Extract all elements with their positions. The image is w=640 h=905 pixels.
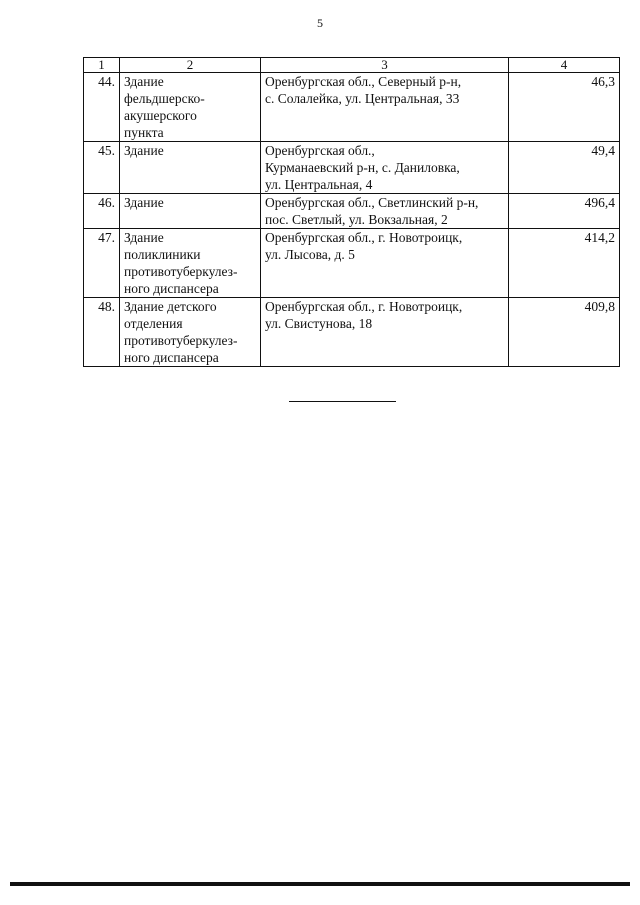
column-header-3: 3 (261, 58, 509, 73)
table-row (84, 229, 620, 298)
object-name-line: ного диспансера (124, 281, 219, 296)
object-area: 46,3 (509, 73, 620, 142)
column-header-2: 2 (120, 58, 261, 73)
object-name (120, 194, 261, 229)
page-number: 5 (317, 16, 323, 30)
row-number: 45. (84, 142, 120, 194)
object-area: 49,4 (509, 142, 620, 194)
object-name-line: противотуберкулез- (124, 333, 238, 348)
object-address (261, 73, 509, 142)
object-name-line: противотуберкулез- (124, 264, 238, 279)
object-name (120, 298, 261, 367)
object-name-line: акушерского (124, 108, 197, 123)
address-line: Оренбургская обл., Светлинский р-н, (265, 195, 479, 210)
column-header-1: 1 (84, 58, 120, 73)
object-name-line: отделения (124, 316, 183, 331)
object-name-line: Здание (124, 143, 164, 158)
property-table (83, 57, 620, 367)
address-line: ул. Свистунова, 18 (265, 316, 373, 331)
address-line: ул. Лысова, д. 5 (265, 247, 355, 262)
object-name (120, 229, 261, 298)
address-line: Оренбургская обл., (265, 143, 375, 158)
object-address (261, 229, 509, 298)
object-address (261, 194, 509, 229)
bottom-scan-edge (10, 882, 630, 886)
row-number: 44. (84, 73, 120, 142)
address-line: Курманаевский р-н, с. Даниловка, (265, 160, 460, 175)
object-name-line: Здание (124, 74, 164, 89)
end-divider (289, 401, 396, 402)
object-area: 409,8 (509, 298, 620, 367)
row-number: 48. (84, 298, 120, 367)
object-address (261, 298, 509, 367)
table-row (84, 142, 620, 194)
address-line: Оренбургская обл., г. Новотроицк, (265, 230, 463, 245)
object-name-line: Здание (124, 230, 164, 245)
object-name-line: поликлиники (124, 247, 201, 262)
object-area: 496,4 (509, 194, 620, 229)
object-name-line: пункта (124, 125, 164, 140)
address-line: Оренбургская обл., г. Новотроицк, (265, 299, 463, 314)
object-address (261, 142, 509, 194)
address-line: пос. Светлый, ул. Вокзальная, 2 (265, 212, 448, 227)
address-line: с. Солалейка, ул. Центральная, 33 (265, 91, 460, 106)
column-header-4: 4 (509, 58, 620, 73)
table-row (84, 194, 620, 229)
object-area: 414,2 (509, 229, 620, 298)
object-name (120, 142, 261, 194)
object-name (120, 73, 261, 142)
address-line: ул. Центральная, 4 (265, 177, 373, 192)
address-line: Оренбургская обл., Северный р-н, (265, 74, 462, 89)
object-name-line: фельдшерско- (124, 91, 205, 106)
table-row (84, 73, 620, 142)
table-header-row (84, 58, 620, 73)
row-number: 46. (84, 194, 120, 229)
object-name-line: Здание детского (124, 299, 217, 314)
row-number: 47. (84, 229, 120, 298)
object-name-line: Здание (124, 195, 164, 210)
object-name-line: ного диспансера (124, 350, 219, 365)
table-row (84, 298, 620, 367)
